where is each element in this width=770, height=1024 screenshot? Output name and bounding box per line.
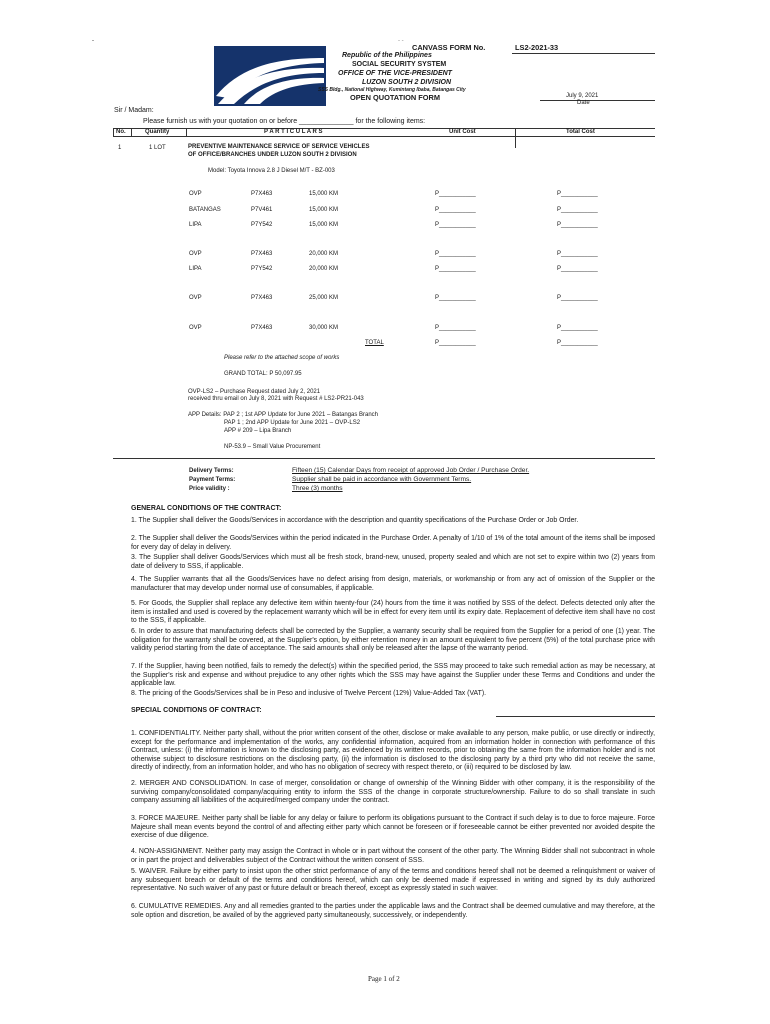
item-title-line2: OF OFFICE/BRANCHES UNDER LUZON SOUTH 2 DIVISION bbox=[188, 152, 357, 158]
general-condition-1: 1. The Supplier shall deliver the Goods/Services in accordance with the description and quantity specifications of the Purchase Order or Job Order. bbox=[131, 517, 579, 524]
date-underline bbox=[540, 100, 655, 101]
form-type: OPEN QUOTATION FORM bbox=[350, 93, 441, 102]
item-title-line1: PREVENTIVE MAINTENANCE SERVICE OF SERVICE VEHICLES bbox=[188, 144, 370, 150]
row-location: LIPA bbox=[189, 266, 202, 272]
page-number: Page 1 of 2 bbox=[368, 975, 400, 983]
price-validity-value: Three (3) months bbox=[292, 485, 343, 492]
row-location: OVP bbox=[189, 251, 202, 257]
col-header-total-cost: Total Cost bbox=[566, 129, 595, 135]
payment-terms-label: Payment Terms: bbox=[189, 477, 236, 483]
row-total-cost: P___________ bbox=[557, 295, 598, 301]
row-plate: P7X463 bbox=[251, 295, 273, 301]
col-header-quantity: Quantity bbox=[145, 129, 170, 135]
general-condition-5: 5. For Goods, the Supplier shall replace any defective item within twenty-four (24) hours from the time it was notified by SSS of the defect. Defects detected only after the item is installed and used is covered by the replacement warranty which will be in effect for every item until its expiry date. Replacement of defective item shall have no cost to the SSS, if applicable. bbox=[131, 600, 655, 625]
row-km: 15,000 KM bbox=[309, 207, 339, 213]
top-marks: - - bbox=[398, 38, 404, 44]
row-total-cost: P___________ bbox=[557, 191, 598, 197]
special-condition-5: 5. WAIVER. Failure by either party to insist upon the other strict performance of any of the terms and conditions hereof shall not be deemed a relinquishment or waiver of any subsequent breach or default of the terms and conditions hereof, which can only be deemed made if expressed in writing and signed by its duly authorized representative. No such waiver of any past or future default or breach thereof, except as expressly stated in such waiver. bbox=[131, 868, 655, 893]
row-plate: P7X463 bbox=[251, 251, 273, 257]
special-condition-6: 6. CUMULATIVE REMEDIES. Any and all remedies granted to the parties under the applicable laws and the Contract shall be deemed cumulative and may therefore, at the sole option and discretion, be availed of by the aggrieved party simultaneously, successively, or independently. bbox=[131, 903, 655, 919]
special-condition-1: 1. CONFIDENTIALITY. Neither party shall, without the prior written consent of the other, disclose or make available to any person, make public, or use directly or indirectly, except for the performance and implementation of the works, any confidential information, acquired from an information holder in connection with performance of this Contract, unless: (i) the information is known to the disclosing party, as evidenced by its written records, prior to obtaining the same from the information holder and is not otherwise subject to disclosure restrictions on the disclosing party, (ii) the information is disclosed to the disclosing party by a third prty who did not receive the same, directly of indirectly, from an information holder, and who has no obligation of secrecy with respect thereto, or (iii) required to be disclosed by law. bbox=[131, 730, 655, 772]
row-unit-cost: P___________ bbox=[435, 266, 476, 272]
row-unit-cost: P___________ bbox=[435, 222, 476, 228]
row-unit-cost: P___________ bbox=[435, 207, 476, 213]
sss-logo-icon bbox=[214, 46, 326, 106]
quotation-request: Please furnish us with your quotation on or before ______________ for the following items: bbox=[143, 118, 426, 125]
row-km: 15,000 KM bbox=[309, 222, 339, 228]
general-condition-6: 6. In order to assure that manufacturing defects shall be corrected by the Supplier, a warranty security shall be required from the Supplier for a period of one (1) year. The obligation for the warranty shall be covered, at the Supplier's option, by either retention money in an amount equivalent to five percent (5%) of the total purchase price with validity period starting from the date of acceptance. The said amounts shall only be released after the lapse of the warranty period. bbox=[131, 628, 655, 653]
delivery-terms-label: Delivery Terms: bbox=[189, 468, 234, 474]
scope-note: Please refer to the attached scope of works bbox=[224, 355, 340, 361]
row-plate: P7Y542 bbox=[251, 266, 273, 272]
office-line: OFFICE OF THE VICE-PRESIDENT bbox=[338, 70, 452, 77]
corner-mark: - bbox=[92, 38, 94, 44]
row-total-cost: P___________ bbox=[557, 266, 598, 272]
row-plate: P7X463 bbox=[251, 325, 273, 331]
purchase-request-line2: received thru email on July 8, 2021 with Request # LS2-PR21-043 bbox=[188, 396, 364, 402]
date-value: July 9, 2021 bbox=[566, 93, 599, 99]
special-conditions-heading: SPECIAL CONDITIONS OF CONTRACT: bbox=[131, 707, 262, 714]
app-details-line2: PAP 1 ; 2nd APP Update for June 2021 – OVP-LS2 bbox=[224, 420, 361, 426]
total-total-cost: P___________ bbox=[557, 340, 598, 346]
procurement-mode: NP-53.9 – Small Value Procurement bbox=[224, 444, 321, 450]
row-total-cost: P___________ bbox=[557, 207, 598, 213]
row-total-cost: P___________ bbox=[557, 222, 598, 228]
general-condition-3: 3. The Supplier shall deliver Goods/Services which must all be fresh stock, brand-new, unused, property sealed and which are not set to expire within two (2) years from date of delivery to SSS, if applicable. bbox=[131, 554, 655, 570]
row-location: OVP bbox=[189, 325, 202, 331]
row-unit-cost: P___________ bbox=[435, 325, 476, 331]
address-line: SSS Bldg., National Highway, Kumintang Ibaba, Batangas City bbox=[318, 87, 466, 93]
sss-logo bbox=[214, 46, 326, 106]
app-details-line3: APP # 209 – Lipa Branch bbox=[224, 428, 292, 434]
form-number-underline bbox=[512, 53, 655, 54]
row-km: 15,000 KM bbox=[309, 191, 339, 197]
special-condition-2: 2. MERGER AND CONSOLIDATION. In case of merger, consolidation or change of ownership of the Winning Bidder with other company, it is the responsibility of the surviving company/consolidated company/acquiring entity to inform the SSS of the change in corporate structure/ownership. Failure to do so shall translate in such company assuming all liabilities of the acquired/merged company under the contract. bbox=[131, 780, 655, 805]
col-divider bbox=[131, 128, 132, 136]
col-header-particulars: P A R T I C U L A R S bbox=[264, 129, 323, 135]
row-location: OVP bbox=[189, 295, 202, 301]
general-condition-4: 4. The Supplier warrants that all the Goods/Services have no defect arising from design, materials, or workmanship or from any act of omission of the Supplier or the manufacturer that may develop under normal use of consumables, if applicable. bbox=[131, 576, 655, 592]
delivery-terms-value: Fifteen (15) Calendar Days from receipt of approved Job Order / Purchase Order. bbox=[292, 467, 530, 474]
row-unit-cost: P___________ bbox=[435, 191, 476, 197]
col-divider bbox=[186, 128, 187, 136]
payment-terms-value: Supplier shall be paid in accordance with Government Terms. bbox=[292, 476, 472, 483]
row-km: 30,000 KM bbox=[309, 325, 339, 331]
item-quantity: 1 LOT bbox=[149, 145, 166, 151]
price-validity-label: Price validity : bbox=[189, 486, 230, 492]
general-condition-8: 8. The pricing of the Goods/Services shall be in Peso and inclusive of Twelve Percent (12%) Value-Added Tax (VAT). bbox=[131, 690, 487, 697]
col-header-no: No. bbox=[116, 129, 126, 135]
republic-line: Republic of the Philippines bbox=[342, 52, 432, 59]
row-location: LIPA bbox=[189, 222, 202, 228]
row-location: BATANGAS bbox=[189, 207, 221, 213]
date-label: Date bbox=[577, 100, 590, 106]
table-header-border bbox=[113, 136, 655, 137]
row-plate: P7X463 bbox=[251, 191, 273, 197]
total-unit-cost: P___________ bbox=[435, 340, 476, 346]
item-number: 1 bbox=[118, 145, 122, 151]
row-km: 20,000 KM bbox=[309, 251, 339, 257]
col-divider bbox=[113, 128, 114, 136]
salutation: Sir / Madam: bbox=[114, 107, 154, 114]
division-line: LUZON SOUTH 2 DIVISION bbox=[362, 79, 452, 86]
agency-line: SOCIAL SECURITY SYSTEM bbox=[352, 61, 447, 68]
table-bottom-border bbox=[113, 458, 655, 459]
row-plate: P7Y542 bbox=[251, 222, 273, 228]
canvass-form-number: LS2-2021-33 bbox=[515, 43, 559, 52]
col-divider bbox=[515, 128, 516, 148]
purchase-request-line1: OVP-LS2 – Purchase Request dated July 2, 2021 bbox=[188, 389, 321, 395]
row-total-cost: P___________ bbox=[557, 325, 598, 331]
special-heading-rule bbox=[496, 716, 655, 717]
row-location: OVP bbox=[189, 191, 202, 197]
row-unit-cost: P___________ bbox=[435, 295, 476, 301]
canvass-form-label: CANVASS FORM No. bbox=[412, 43, 486, 52]
total-label: TOTAL bbox=[365, 340, 384, 346]
special-condition-4: 4. NON-ASSIGNMENT. Neither party may assign the Contract in whole or in part without the consent of the other party. The Winning Bidder shall not subcontract in whole or in part the project and deliverables subject of the Contract without the written consent of SSS. bbox=[131, 848, 655, 864]
vehicle-model: Model: Toyota Innova 2.8 J Diesel M/T - BZ-003 bbox=[208, 168, 335, 174]
row-plate: P7V461 bbox=[251, 207, 273, 213]
general-condition-2: 2. The Supplier shall deliver the Goods/Services within the period indicated in the Purchase Order. A penalty of 1/10 of 1% of the total amount of the items shall be imposed for every day of delay in delivery. bbox=[131, 535, 655, 551]
general-condition-7: 7. If the Supplier, having been notified, fails to remedy the defect(s) within the specified period, the SSS may proceed to take such remedial action as may be necessary, at the Supplier's risk and expense and without prejudice to any other rights which the SSS may have against the Supplier under these Terms and Conditions and under the applicable law. bbox=[131, 663, 655, 688]
app-details-line1: APP Details: PAP 2 ; 1st APP Update for June 2021 – Batangas Branch bbox=[188, 412, 379, 418]
general-conditions-heading: GENERAL CONDITIONS OF THE CONTRACT: bbox=[131, 505, 282, 512]
row-km: 25,000 KM bbox=[309, 295, 339, 301]
row-km: 20,000 KM bbox=[309, 266, 339, 272]
grand-total: GRAND TOTAL: P 50,097.95 bbox=[224, 371, 302, 377]
row-unit-cost: P___________ bbox=[435, 251, 476, 257]
row-total-cost: P___________ bbox=[557, 251, 598, 257]
special-condition-3: 3. FORCE MAJEURE. Neither party shall be liable for any delay or failure to perform its obligations pursuant to the Contract if such delay is to due to force majeure. Force Majeure shall mean events beyond the control of and affecting either party which cannot be foreseen or if foreseeable cannot be either prevented nor avoided despite the exercise of due diligence. bbox=[131, 815, 655, 840]
col-header-unit-cost: Unit Cost bbox=[449, 129, 476, 135]
